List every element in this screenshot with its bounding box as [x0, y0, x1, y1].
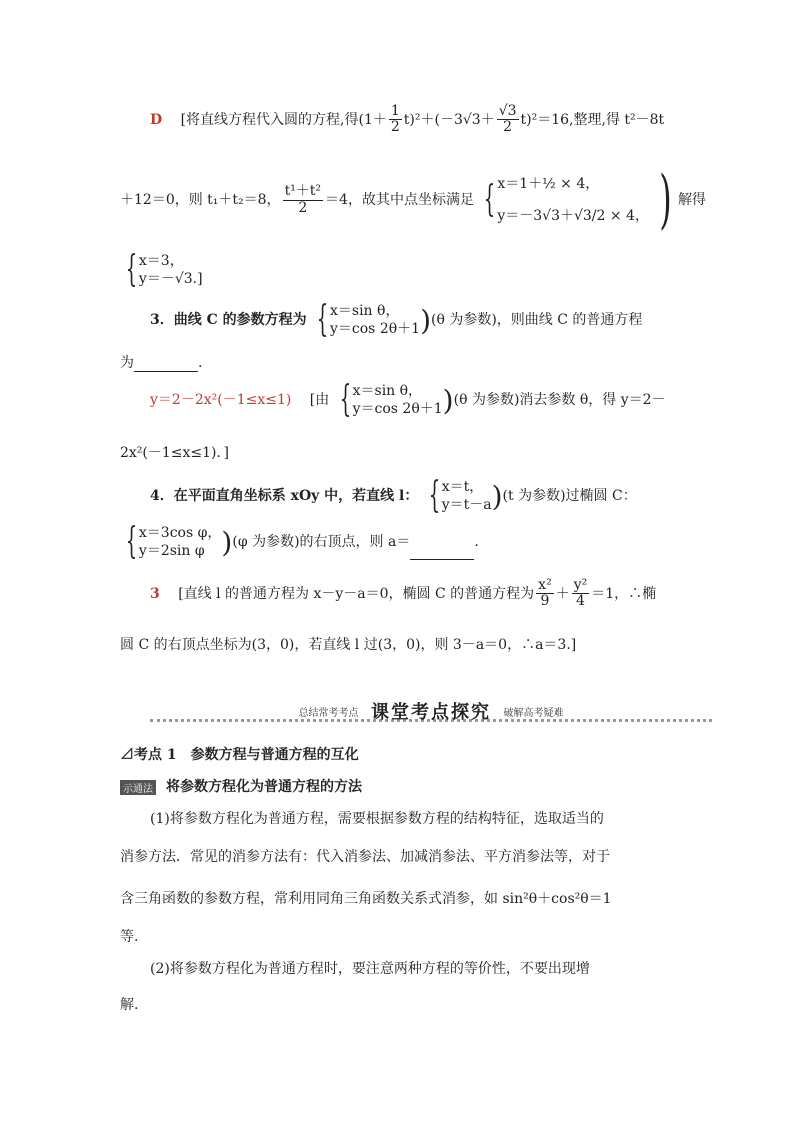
- q4-solution-line2: 圆 C 的右顶点坐标为(3，0)，若直线 l 过(3，0)，则 3－a＝0，∴a＝3.]: [120, 637, 577, 653]
- section-heading: ⊿考点 1 参数方程与普通方程的互化: [120, 747, 359, 763]
- q3-solution-line2: 2x²(－1≤x≤1)．]: [120, 445, 229, 461]
- equation-system: { x＝sin θ， y＝cos 2θ＋1 ): [316, 299, 431, 341]
- paragraph-1-line1: (1)将参数方程化为普通方程，需要根据参数方程的结构特征，选取适当的: [150, 811, 604, 827]
- fraction: $\frac{\text{x²}}{9}$: [538, 577, 552, 610]
- q3-solution-line1: y＝2－2x²(－1≤x≤1) [由 { x＝sin θ， y＝cos 2θ＋1 ) (θ 为参数)消去参数 θ，得 y＝2－: [150, 379, 666, 421]
- section-banner: [150, 698, 712, 724]
- fraction: $\frac{√3}{2}$: [498, 103, 517, 136]
- fraction: $\frac{1}{2}$: [390, 103, 400, 136]
- q3-stem-line1: 3．曲线 C 的参数方程为 { x＝sin θ， y＝cos 2θ＋1 ) (θ 为参数)，则曲线 C 的普通方程: [150, 299, 643, 341]
- paragraph-1-line3: 含三角函数的参数方程，常利用同角三角函数关系式消参，如 sin²θ＋cos²θ＝1: [120, 891, 612, 907]
- equation-system: { x＝t， y＝t－a ): [428, 475, 503, 517]
- q2-solution-line2: ＋12＝0，则 t₁＋t₂＝8， $\frac{\text{t¹＋t²}}{2}$ ＝4，故其中点坐标满足 { x＝1＋½ × 4， y＝－3√3＋√3/2 × 4， ) 解得: [120, 163, 706, 237]
- paragraph-1-line4: 等.: [120, 929, 139, 945]
- banner-title: 课堂考点探究: [371, 702, 491, 723]
- paragraph-1-line2: 消参方法．常见的消参方法有：代入消参法、加减消参法、平方消参法等，对于: [120, 849, 610, 865]
- fraction: $\frac{\text{t¹＋t²}}{2}$: [284, 183, 322, 216]
- q4-answer: 3: [150, 585, 160, 602]
- fraction: $\frac{\text{y²}}{4}$: [573, 577, 588, 610]
- equation-system: { x＝1＋½ × 4， y＝－3√3＋√3/2 × 4， ): [484, 163, 672, 237]
- q2-solution-line1: D [将直线方程代入圆的方程,得(1＋ $\frac{1}{2}$ t)²＋(－3√3＋ $\frac{√3}{2}$ t)²＝16,整理,得 t²－8t: [150, 103, 665, 136]
- q4-stem-line1: 4．在平面直角坐标系 xOy 中，若直线 l： { x＝t， y＝t－a ) (t 为参数)过椭圆 C：: [150, 475, 637, 517]
- banner-right: 破解高考疑难: [503, 707, 564, 719]
- equation-system: { x＝3cos φ， y＝2sin φ ): [125, 521, 233, 563]
- equation-system: { x＝3， y＝－√3.]: [125, 249, 203, 291]
- paragraph-2-line1: (2)将参数方程化为普通方程时，要注意两种方程的等价性，不要出现增: [150, 961, 590, 977]
- method-tag: 示通法: [120, 780, 156, 795]
- section-subheading-line: 示通法 将参数方程化为普通方程的方法: [120, 776, 362, 796]
- paragraph-2-line2: 解.: [120, 997, 139, 1013]
- equation-system: { x＝sin θ， y＝cos 2θ＋1 ): [339, 379, 454, 421]
- q2-answer-letter: D: [150, 111, 163, 128]
- q3-answer: y＝2－2x²(－1≤x≤1): [150, 392, 292, 409]
- banner-left: 总结常考考点: [298, 707, 359, 719]
- q4-stem-line2: { x＝3cos φ， y＝2sin φ ) (φ 为参数)的右顶点，则 a＝ .: [120, 524, 479, 560]
- answer-blank: [410, 545, 474, 560]
- q3-stem-line2: 为 .: [120, 355, 203, 371]
- q2-solution-result: [120, 249, 203, 291]
- answer-blank: [134, 357, 198, 372]
- q4-solution-line1: 3 [直线 l 的普通方程为 x－y－a＝0，椭圆 C 的普通方程为 $\frac{\text{x²}}{9}$ ＋ $\frac{\text{y²}}{4}$ ＝1，∴椭: [150, 577, 657, 610]
